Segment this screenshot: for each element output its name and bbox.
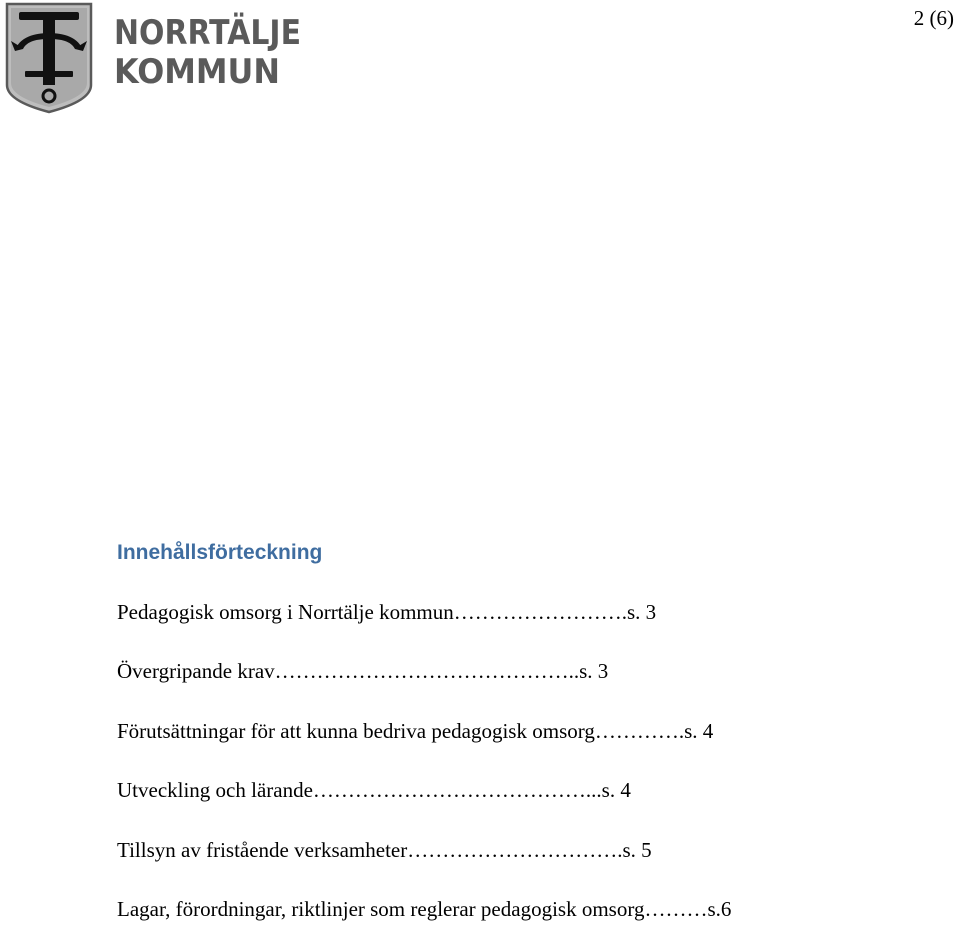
toc-entry: Pedagogisk omsorg i Norrtälje kommun…………………….s. 3 [117, 600, 657, 624]
toc-entry: Övergripande krav……………………………………..s. 3 [117, 659, 609, 684]
toc-entry: Tillsyn av fristående verksamheter………………………….s. 5 [117, 837, 652, 862]
municipality-logo [5, 3, 327, 115]
toc-entry: Förutsättningar för att kunna bedriva pedagogisk omsorg………….s. 4 [117, 718, 714, 743]
toc-list [117, 598, 731, 923]
anchor-shield-icon [7, 4, 91, 112]
toc-entry: Utveckling och lärande…………………………………...s. 4 [117, 778, 631, 803]
page-number: 2 (6) [913, 6, 954, 30]
logo-line-1: NORRTÄLJE [114, 13, 327, 53]
toc-entry: Lagar, förordningar, riktlinjer som reglerar pedagogisk omsorg………s.6 [117, 896, 732, 921]
logo-line-2: KOMMUN [114, 52, 280, 92]
toc-heading: Innehållsförteckning [117, 541, 323, 564]
